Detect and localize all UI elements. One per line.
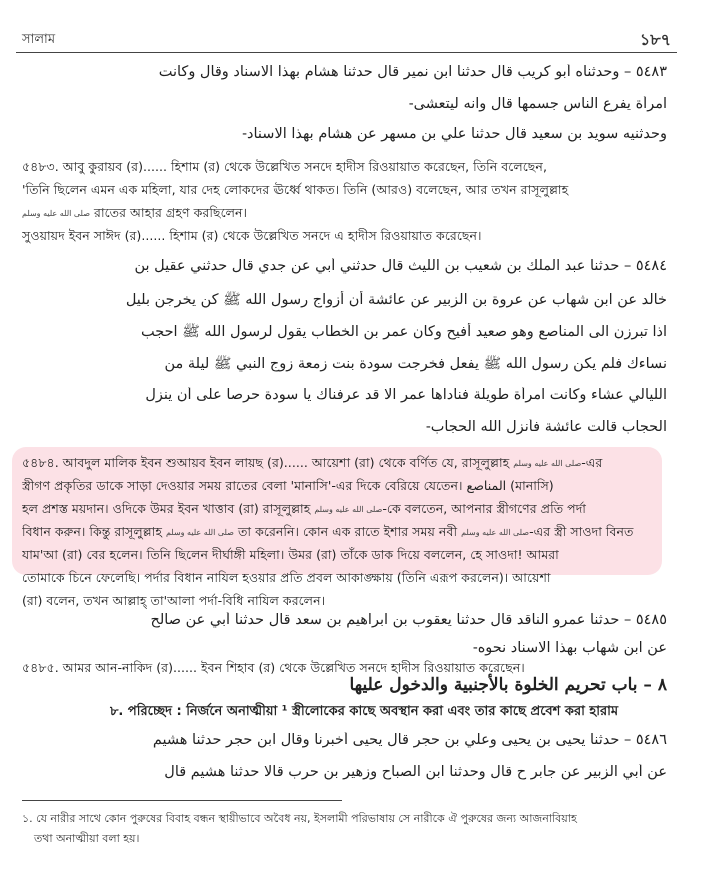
bangla-line-2: 'তিনি ছিলেন এমন এক মহিলা, যার দেহ লোকদের ঊর্ধ্বে থাকত। তিনি (আরও) বলেছেন, আর তখন রাসূলুল্লাহ xyxy=(22,182,569,197)
bangla-line-8-text: বিধান করুন। কিন্তু রাসূলুল্লাহ xyxy=(22,524,162,539)
footnote-line-1: ১. যে নারীর সাথে কোন পুরুষের বিবাহ বন্ধন স্থায়ীভাবে অবৈধ নয়, ইসলামী পরিভাষায় সে নারীকে ঐ পুরুষের জন্য আজনাবিয়াহ xyxy=(22,812,577,825)
bangla-line-10: তোমাকে চিনে ফেলেছি। পর্দার বিধান নাযিল হওয়ার প্রতি প্রবল আকাঙ্ক্ষায় (তিনি এরূপ করলেন)। আয়েশা xyxy=(22,570,551,585)
arabic-line-6: اذا تبرزن الى المناصع وهو صعيد أفيح وكان عمر بن الخطاب يقول لرسول الله ﷺ احجب xyxy=(141,324,667,340)
arabic-line-9: الحجاب قالت عائشة فأنزل الله الحجاب- xyxy=(425,419,667,435)
arabic-line-4: ٥٤٨٤ – حدثنا عبد الملك بن شعيب بن الليث قال حدثني أبي عن جدي قال حدثني عقيل بن xyxy=(134,258,667,274)
bangla-line-12: ৫৪৮৫. আমর আন-নাকিদ (র)...... ইবন শিহাব (র) থেকে উল্লেখিত সনদে হাদীস রিওয়ায়াত করেছেন। xyxy=(22,660,525,675)
bangla-line-6: স্ত্রীগণ প্রকৃতির ডাকে সাড়া দেওয়ার সময় রাতের বেলা 'মানাসি'-এর দিকে বেরিয়ে যেতেন। المناصع (মানাসি) xyxy=(22,478,554,493)
salawat-glyph: صلى الله عليه وسلم xyxy=(461,528,530,537)
arabic-line-10: ٥٤٨٥ – حدثنا عمرو الناقد قال حدثنا يعقوب بن ابراهيم بن سعد قال حدثنا أبي عن صالح xyxy=(150,612,667,628)
bangla-line-7 xyxy=(22,501,667,521)
bangla-line-11: (রা) বলেন, তখন আল্লাহ্ তা'আলা পর্দা-বিধি নাযিল করলেন। xyxy=(22,593,326,608)
footnote-line-2: তথা অনাত্মীয়া বলা হয়। xyxy=(34,832,140,845)
running-header-title: সালাম xyxy=(22,32,56,47)
bangla-line-7-suffix: -কে বলতেন, আপনার স্ত্রীগণের প্রতি পর্দা xyxy=(382,501,586,516)
bangla-line-7-text: হল প্রশস্ত ময়দান। ওদিকে উমর ইবন খাত্তাব (রা) রাসূলুল্লাহ xyxy=(22,501,311,516)
footnote-rule xyxy=(22,800,342,801)
chapter-title-bangla: ৮. পরিচ্ছেদ : নির্জনে অনাত্মীয়া ¹ স্ত্রীলোকের কাছে অবস্থান করা এবং তার কাছে প্রবেশ করা হারাম xyxy=(110,704,619,719)
bangla-line-8-suffix: -এর স্ত্রী সাওদা বিনত xyxy=(529,524,634,539)
arabic-line-11: عن ابن شهاب بهذا الاسناد نحوه- xyxy=(472,640,667,656)
salawat-glyph: صلى الله عليه وسلم xyxy=(314,505,383,514)
bangla-line-8 xyxy=(22,524,667,544)
arabic-line-12: ٥٤٨٦ – حدثنا يحيى بن يحيى وعلي بن حجر قال يحيى أخبرنا وقال ابن حجر حدثنا هشيم xyxy=(152,732,667,748)
arabic-line-7: نساءك فلم يكن رسول الله ﷺ يفعل فخرجت سودة بنت زمعة زوج النبي ﷺ ليلة من xyxy=(164,356,667,372)
bangla-line-3-text: রাতের আহার গ্রহণ করছিলেন। xyxy=(94,205,248,220)
bangla-line-5-text: ৫৪৮৪. আবদুল মালিক ইবন শুআয়ব ইবন লায়ছ (র)...... আয়েশা (রা) থেকে বর্ণিত যে, রাসূলুল্লাহ xyxy=(22,455,510,470)
bangla-line-9: যাম'আ (রা) বের হলেন। তিনি ছিলেন দীর্ঘাঙ্গী মহিলা। উমর (রা) তাঁকে ডাক দিয়ে বললেন, হে সাওদা! আমরা xyxy=(22,547,559,562)
bangla-line-5 xyxy=(22,455,667,475)
arabic-line-2: امرأة يفرع الناس جسمها قال وانه ليتعشى- xyxy=(408,96,667,112)
page-number: ১৮৭ xyxy=(639,30,671,49)
bangla-line-1: ৫৪৮৩. আবু কুরায়ব (র)...... হিশাম (র) থেকে উল্লেখিত সনদে হাদীস রিওয়ায়াত করেছেন, তিনি বলেছেন, xyxy=(22,159,547,174)
salawat-glyph: صلى الله عليه وسلم xyxy=(513,459,582,468)
bangla-line-4: সুওয়ায়দ ইবন সাঈদ (র)...... হিশাম (র) থেকে উল্লেখিত সনদে এ হাদীস রিওয়ায়াত করেছেন। xyxy=(22,228,482,243)
salawat-glyph: صلى الله عليه وسلم xyxy=(22,209,90,218)
salawat-glyph: صلى الله عليه وسلم xyxy=(165,528,234,537)
arabic-line-1: ٥٤٨٣ – وحدثناه أبو كريب قال حدثنا ابن نمير قال حدثنا هشام بهذا الاسناد وقال وكانت xyxy=(158,64,667,80)
header-rule xyxy=(16,52,677,53)
arabic-line-13: عن أبي الزبير عن جابر ح قال وحدثنا ابن الصباح وزهير بن حرب قالا حدثنا هشيم قال xyxy=(164,764,667,780)
bangla-line-5-suffix: -এর xyxy=(581,455,603,470)
bangla-line-8-mid: তা করেননি। কোন এক রাতে ইশার সময় নবী xyxy=(237,524,458,539)
arabic-line-5: خالد عن ابن شهاب عن عروة بن الزبير عن عائشة أن أزواج رسول الله ﷺ كن يخرجن بليل xyxy=(125,292,667,308)
bangla-line-3 xyxy=(22,205,667,225)
arabic-line-3: وحدثنيه سويد بن سعيد قال حدثنا علي بن مسهر عن هشام بهذا الاسناد- xyxy=(242,126,667,142)
chapter-title-arabic: ٨ – باب تحريم الخلوة بالأجنبية والدخول عليها xyxy=(349,675,667,695)
arabic-line-8: الليالي عشاء وكانت امرأة طويلة فناداها عمر الا قد عرفناك يا سودة حرصا على أن ينزل xyxy=(145,387,667,403)
